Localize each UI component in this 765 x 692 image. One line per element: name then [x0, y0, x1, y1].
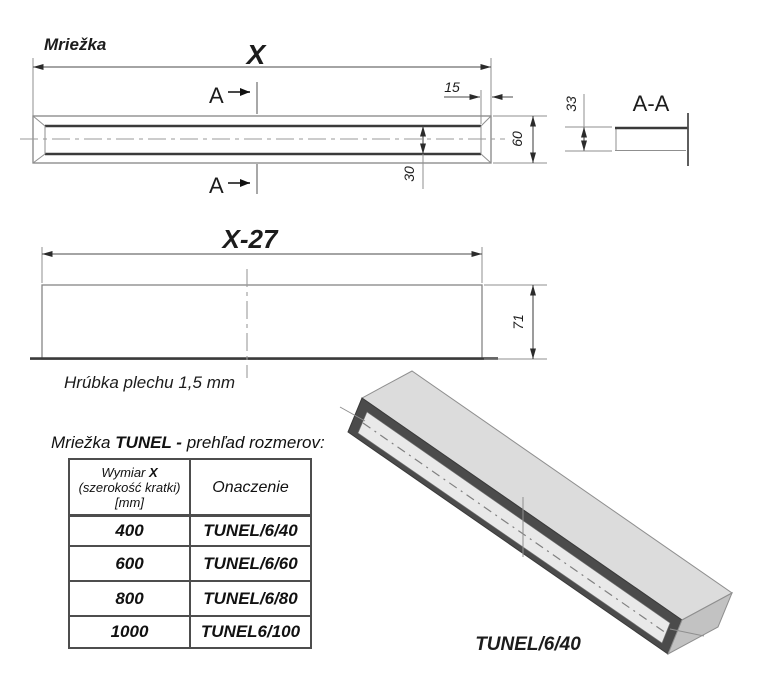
size-table: [68, 458, 312, 649]
dim-71-label: 71: [510, 314, 526, 330]
table-row-width: 400: [70, 517, 191, 547]
dim-x-label: X: [246, 39, 266, 70]
table-title-product: TUNEL -: [115, 433, 187, 452]
duct-body-drawing: [30, 224, 547, 392]
section-mark-top: A: [209, 83, 224, 108]
section-aa-title: A-A: [632, 91, 670, 116]
table-title: [51, 433, 325, 453]
isometric-drawing: [340, 371, 732, 655]
section-mark-bottom: A: [209, 173, 224, 198]
table-row-designation: TUNEL6/100: [191, 617, 312, 649]
dim-60-label: 60: [509, 131, 525, 147]
front-view-drawing: [20, 35, 547, 198]
table-title-suffix: prehľad rozmerov:: [186, 433, 325, 452]
table-row-designation: TUNEL/6/80: [191, 582, 312, 617]
table-header-designation: Onaczenie: [191, 460, 312, 517]
sheet-thickness-note: Hrúbka plechu 1,5 mm: [64, 373, 236, 392]
dim-15-label: 15: [444, 79, 460, 95]
table-row-width: 800: [70, 582, 191, 617]
table-row-width: 1000: [70, 617, 191, 649]
section-aa-drawing: [563, 91, 688, 166]
table-row-designation: TUNEL/6/40: [191, 517, 312, 547]
dim-30-label: 30: [401, 166, 417, 182]
duct-body-outline: [42, 285, 482, 359]
iso-top-face: [362, 371, 732, 620]
table-header-dimension: Wymiar X (szerokość kratki) [mm]: [70, 460, 191, 517]
table-title-prefix: Mriežka: [51, 433, 116, 452]
table-row-width: 600: [70, 547, 191, 582]
page-title: Mriežka: [44, 35, 107, 54]
dim-x27-label: X-27: [222, 224, 278, 254]
dim-33-label: 33: [563, 96, 579, 112]
iso-caption: TUNEL/6/40: [475, 634, 581, 655]
table-row-designation: TUNEL/6/60: [191, 547, 312, 582]
